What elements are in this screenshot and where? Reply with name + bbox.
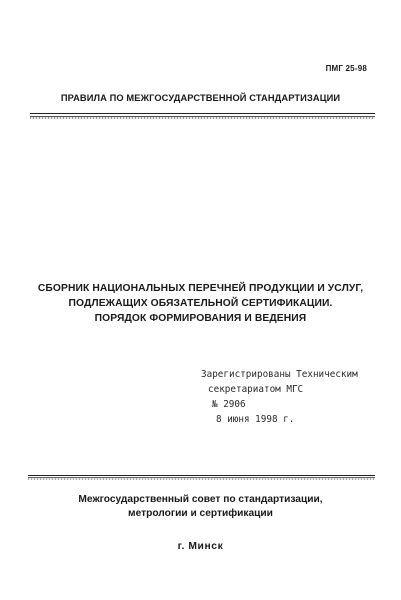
publication-city: г. Минск	[177, 541, 224, 552]
top-divider-shade	[30, 117, 375, 119]
publisher	[0, 493, 401, 521]
bottom-divider-shade	[28, 478, 375, 480]
registration-line-1: Зарегистрированы Техническим	[201, 369, 358, 380]
publisher-line-1: Межгосударственный совет по стандартизации,	[78, 494, 323, 505]
publisher-line-2: метрологии и сертификации	[128, 508, 273, 519]
registration-date: 8 июня 1998 г.	[216, 414, 295, 425]
registration-stamp	[196, 367, 358, 427]
document-code: ПМГ 25-98	[325, 64, 367, 73]
document-title-line-2: ПОДЛЕЖАЩИХ ОБЯЗАТЕЛЬНОЙ СЕРТИФИКАЦИИ.	[68, 298, 333, 309]
document-title-line-1: СБОРНИК НАЦИОНАЛЬНЫХ ПЕРЕЧНЕЙ ПРОДУКЦИИ И УСЛУГ,	[37, 283, 364, 294]
registration-number: № 2906	[212, 399, 246, 410]
document-title-line-3: ПОРЯДОК ФОРМИРОВАНИЯ И ВЕДЕНИЯ	[94, 313, 307, 324]
document-title	[0, 281, 401, 326]
series-title: ПРАВИЛА ПО МЕЖГОСУДАРСТВЕННОЙ СТАНДАРТИЗАЦИИ	[60, 93, 341, 103]
registration-line-2: секретариатом МГС	[208, 384, 304, 395]
